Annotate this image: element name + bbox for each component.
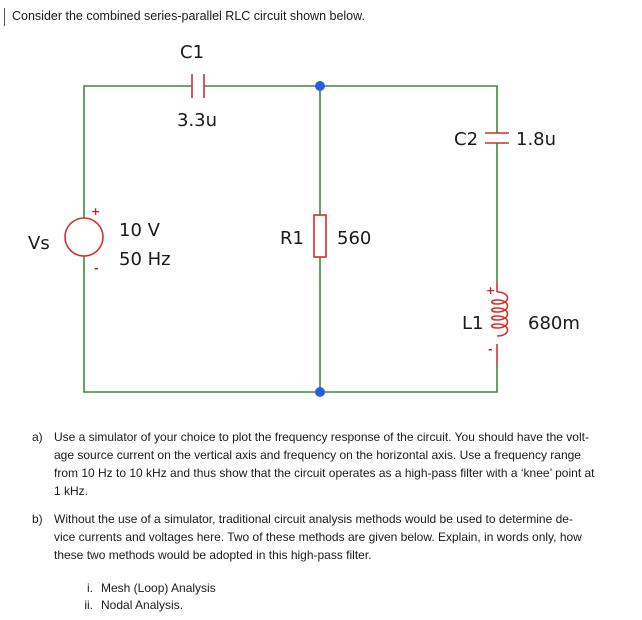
- vs-minus: -: [94, 262, 99, 275]
- question-a-text: [54, 428, 595, 500]
- method-item: [87, 580, 216, 597]
- question-a-marker: a): [32, 430, 43, 444]
- question-a-line: Use a simulator of your choice to plot the frequency response of the circuit. You should have the volt-: [54, 430, 589, 444]
- intro-text: Consider the combined series-parallel RLC circuit shown below.: [12, 9, 365, 23]
- voltage-source-vs: [65, 218, 103, 256]
- method-text: Mesh (Loop) Analysis: [101, 581, 216, 595]
- question-a-line: 1 kHz.: [54, 484, 89, 498]
- method-number: ii.: [84, 598, 93, 612]
- question-b-text: [54, 510, 582, 564]
- vs-voltage: 10 V: [119, 220, 160, 241]
- wire-top: [204, 86, 497, 133]
- r1-value: 560: [337, 228, 372, 249]
- question-b-line: Without the use of a simulator, traditional circuit analysis methods would be used to determine de-: [54, 512, 573, 526]
- c2-name: C2: [454, 129, 479, 150]
- wire-bottom: [84, 256, 497, 392]
- l1-name: L1: [462, 313, 484, 334]
- node-bottom: [315, 387, 325, 397]
- vs-name: Vs: [28, 233, 50, 254]
- method-item: [84, 597, 184, 614]
- l1-minus: -: [488, 343, 493, 356]
- node-top: [315, 81, 325, 91]
- l1-value: 680m: [528, 313, 580, 334]
- capacitor-c1: [192, 74, 204, 98]
- resistor-r1: [314, 215, 326, 257]
- l1-plus: +: [486, 284, 496, 297]
- c1-name: C1: [180, 42, 205, 63]
- method-text: Nodal Analysis.: [101, 598, 184, 612]
- question-a-line: from 10 Hz to 10 kHz and thus show that the circuit operates as a high-pass filter with a ‘knee’ point at: [54, 466, 595, 480]
- c1-value: 3.3u: [177, 110, 218, 131]
- question-b-line: vice currents and voltages here. Two of these methods are given below. Explain, in words only, how: [54, 530, 582, 544]
- wire-left: [84, 86, 192, 218]
- vs-plus: +: [91, 205, 101, 218]
- question-b-line: these two methods would be adopted in this high-pass filter.: [54, 548, 372, 562]
- question-a-line: age source current on the vertical axis and frequency on the horizontal axis. Use a frequency range: [54, 448, 581, 462]
- c2-value: 1.8u: [516, 129, 557, 150]
- vs-frequency: 50 Hz: [119, 249, 171, 270]
- capacitor-c2: [485, 133, 509, 143]
- question-b-marker: b): [32, 512, 43, 526]
- method-number: i.: [87, 581, 93, 595]
- r1-name: R1: [280, 228, 304, 249]
